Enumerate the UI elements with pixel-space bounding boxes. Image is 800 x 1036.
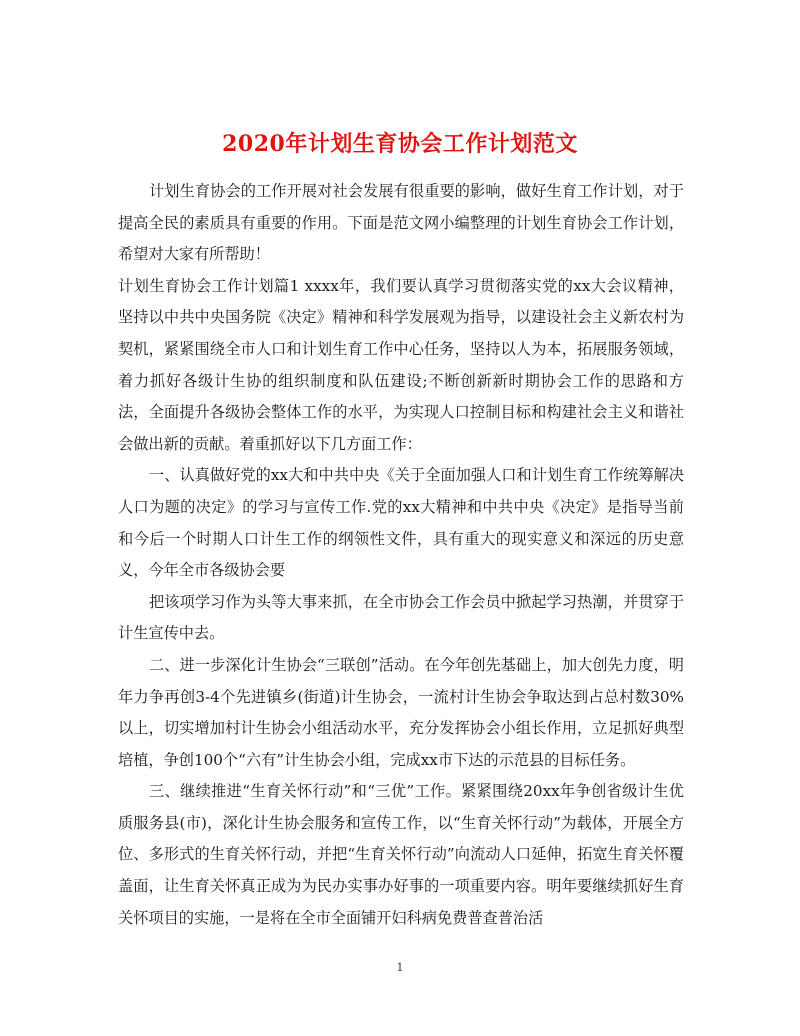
intro-paragraph: 计划生育协会的工作开展对社会发展有很重要的影响，做好生育工作计划，对于提高全民的素质具有重要的作用。下面是范文网小编整理的计划生育协会工作计划，希望对大家有所帮助！ <box>118 182 684 264</box>
body-paragraph-4: 三、继续推进“生育关怀行动”和“三优”工作。紧紧围绕20xx年争创省级计生优质服务县(市)，深化计生协会服务和宣传工作，以“生育关怀行动”为载体，开展全方位、多形式的生育关怀行动，并把“生育关怀行动”向流动人口延伸，拓宽生育关怀覆盖面，让生育关怀真正成为为民办实事办好事的一项重要内容。明年要继续抓好生育关怀项目的实施，一是将在全市全面铺开妇科病免费普查普治活 <box>118 782 684 927</box>
document-title: 2020年计划生育协会工作计划范文 <box>222 130 578 157</box>
body-paragraph-3: 二、进一步深化计生协会“三联创”活动。在今年创先基础上，加大创先力度，明年力争再创3-4个先进镇乡(街道)计生协会，一流村计生协会争取达到占总村数30%以上，切实增加村计生协会小组活动水平，充分发挥协会小组长作用，立足抓好典型培植，争创100个“六有”计生协会小组，完成xx市下达的示范县的目标任务。 <box>118 655 684 769</box>
section-text: xxxx年，我们要认真学习贯彻落实党的xx大会议精神，坚持以中共中央国务院《决定》精神和科学发展观为指导，以建设社会主义新农村为契机，紧紧围绕全市人口和计划生育工作中心任务，坚持以人为本，拓展服务领域，着力抓好各级计生协的组织制度和队伍建设;不断创新新时期协会工作的思路和方法，全面提升各级协会整体工作的水平，为实现人口控制目标和构建社会主义和谐社会做出新的贡献。着重抓好以下几方面工作： <box>118 276 684 453</box>
section-paragraph <box>118 271 684 461</box>
section-heading: 计划生育协会工作计划篇1 <box>118 276 300 295</box>
body-paragraph-2: 把该项学习作为头等大事来抓，在全市协会工作会员中掀起学习热潮，并贯穿于计生宣传中去。 <box>118 592 684 643</box>
body-paragraph-1: 一、认真做好党的xx大和中共中央《关于全面加强人口和计划生育工作统筹解决人口为题的决定》的学习与宣传工作.党的xx大精神和中共中央《决定》是指导当前和今后一个时期人口计生工作的纲领性文件，具有重大的现实意义和深远的历史意义，今年全市各级协会要 <box>118 466 684 580</box>
document-body <box>118 176 684 934</box>
page-number: 1 <box>396 961 404 974</box>
